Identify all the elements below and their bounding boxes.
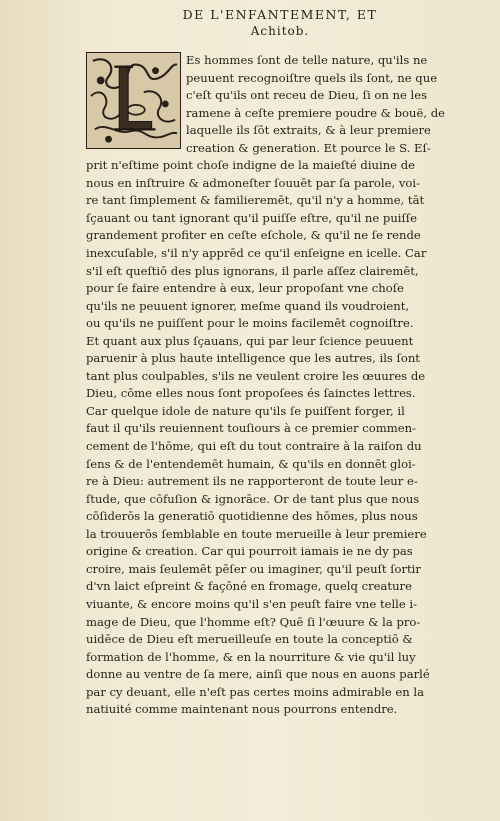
text-line: Car quelque idole de nature qu'ils ſe puiſſent forger, il <box>86 403 405 418</box>
text-line: uidēce de Dieu eſt merueilleuſe en toute la conceptiō & <box>86 632 413 647</box>
text-line: ou qu'ils ne puiſſent pour le moins facilemēt cognoiſtre. <box>86 316 414 331</box>
text-line: ſtude, que cōfuſion & ignorāce. Or de tant plus que nous <box>86 491 420 506</box>
text-line: s'il eſt queſtiō des plus ignorans, il parle aſſez clairemēt, <box>86 263 419 278</box>
text-line: grandement profiter en ceſte eſchole, & qu'il ne ſe rende <box>86 228 421 243</box>
text-line: laquelle ils ſōt extraits, & à leur premiere <box>186 123 431 138</box>
text-line: par cy deuant, elle n'eſt pas certes moins admirable en la <box>86 684 425 699</box>
text-line: re tant ſimplement & familieremēt, qu'il n'y a homme, tāt <box>86 193 425 208</box>
text-line: la trouuerōs ſemblable en toute merueille à leur premiere <box>86 526 427 541</box>
text-line: creation & generation. Et pource le S. Eſ- <box>186 140 431 155</box>
text-line: ramene à ceſte premiere poudre & bouë, de <box>186 105 446 120</box>
text-line: croire, mais ſeulemēt pēſer ou imaginer, qu'il peuſt ſortir <box>86 561 421 576</box>
header-title-line1: DE L'ENFANTEMENT, ET <box>182 7 378 22</box>
text-line: ſçauant ou tant ignorant qu'il puiſſe eſtre, qu'il ne puiſſe <box>86 210 417 225</box>
body-text <box>86 52 452 719</box>
text-line: pour ſe faire entendre à eux, leur propoſant vne choſe <box>86 281 404 296</box>
text-line: mage de Dieu, que l'homme eſt? Quē ſi l'œuure & la pro- <box>86 614 421 629</box>
text-line: d'vn laict eſpreint & façōné en fromage, quelq creature <box>86 579 412 594</box>
text-line: Et quant aux plus ſçauans, qui par leur ſcience peuuent <box>86 333 414 348</box>
text-line: donne au ventre de ſa mere, ainſi que nous en auons parlé <box>86 667 430 682</box>
text-line: paruenir à plus haute intelligence que les autres, ils ſont <box>86 351 420 366</box>
text-line: cōſiderōs la generatiō quotidienne des hōmes, plus nous <box>86 509 418 524</box>
header-title-line2: Achitob. <box>250 24 310 38</box>
text-line: natiuité comme maintenant nous pourrons entendre. <box>86 702 398 717</box>
text-line: viuante, & encore moins qu'il s'en peuſt faire vne telle i- <box>86 596 418 611</box>
text-line: qu'ils ne peuuent ignorer, meſme quand ils voudroient, <box>86 298 410 313</box>
text-line: cement de l'hōme, qui eſt du tout contraire à la raiſon du <box>86 439 422 454</box>
text-line: prit n'eſtime point choſe indigne de la maieſté diuine de <box>86 158 416 173</box>
text-line: faut il qu'ils reuiennent touſiours à ce premier commen- <box>86 421 416 436</box>
text-line: tant plus coulpables, s'ils ne veulent croire les œuures de <box>86 368 426 383</box>
text-line: origine & creation. Car qui pourroit iamais ie ne dy pas <box>86 544 413 559</box>
text-line: ſens & de l'entendemēt humain, & qu'ils en donnēt gloi- <box>86 456 416 471</box>
running-header <box>110 6 450 40</box>
text-line: c'eſt qu'ils ont receu de Dieu, ſi on ne les <box>186 88 428 103</box>
text-line: inexcuſable, s'il n'y apprēd ce qu'il enſeigne en icelle. Car <box>86 246 427 261</box>
text-line: Dieu, cōme elles nous ſont propoſees és ſainctes lettres. <box>86 386 416 401</box>
text-line: re à Dieu: autrement ils ne rapporteront de toute leur e- <box>86 474 418 489</box>
text-line: nous en inſtruire & admoneſter ſouuēt par ſa parole, voi- <box>86 175 420 190</box>
text-line: Es hommes ſont de telle nature, qu'ils ne <box>186 53 428 67</box>
text-line: peuuent recognoiſtre quels ils ſont, ne que <box>186 70 438 85</box>
text-line: formation de l'homme, & en la nourriture & vie qu'il luy <box>86 649 416 664</box>
